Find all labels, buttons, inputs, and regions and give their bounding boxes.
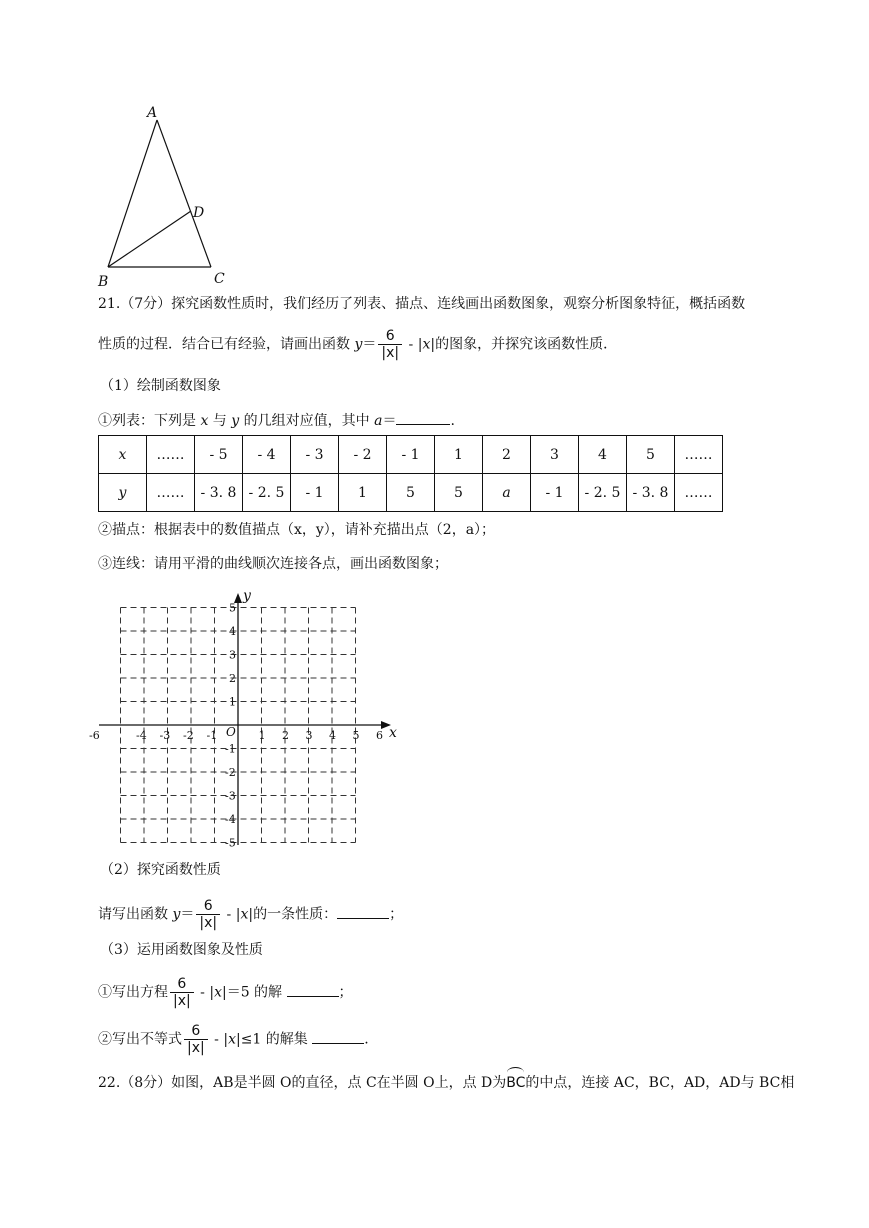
y-tick-label: -5 — [225, 836, 236, 850]
fraction-6-over-abs-x — [184, 1023, 208, 1056]
x-tick-label: 4 — [329, 729, 336, 742]
table-cell: 3 — [531, 436, 579, 474]
y-tick-label: -1 — [225, 742, 236, 756]
var-x: x — [228, 1031, 236, 1048]
minus-abs: - | — [209, 1031, 229, 1048]
var-y: y — [172, 906, 181, 923]
table-cell: …… — [675, 436, 723, 474]
eq-end: ； — [338, 984, 353, 1001]
answer-blank-inequality[interactable] — [312, 1029, 364, 1044]
table-cell: 1 — [435, 436, 483, 474]
ineq-pre: ②写出不等式 — [98, 1031, 182, 1048]
var-x: x — [422, 336, 431, 353]
list-mid2: 的几组对应值，其中 — [239, 413, 375, 429]
y-tick-label: -3 — [225, 789, 236, 803]
table-cell: - 1 — [387, 436, 435, 474]
table-cell: …… — [147, 474, 195, 512]
table-cell: - 4 — [243, 436, 291, 474]
equals: ＝ — [382, 413, 397, 429]
vertex-c-label: C — [214, 271, 225, 287]
q21-line1: 21.（7分）探究函数性质时，我们经历了列表、描点、连线画出函数图象，观察分析图象特征，概括函数 — [98, 296, 746, 312]
table-cell: …… — [675, 474, 723, 512]
q22-post: 的中点，连接 AC，BC，AD，AD与 BC相 — [525, 1075, 795, 1091]
frac-den: |x| — [184, 1039, 208, 1056]
table-cell: …… — [147, 436, 195, 474]
ineq-post: ≤1 的解集 — [240, 1031, 308, 1048]
list-mid1: 与 — [208, 413, 232, 429]
y-tick-label: 3 — [229, 648, 236, 662]
x-tick-label: -2 — [183, 729, 194, 742]
var-x: x — [214, 984, 222, 1001]
table-cell: 5 — [627, 436, 675, 474]
origin-label: O — [226, 725, 236, 739]
y-tick-label: 4 — [229, 625, 236, 638]
inequality-prompt — [98, 1023, 369, 1056]
prop-end: ； — [389, 906, 404, 923]
x-tick-label: -6 — [89, 729, 100, 742]
frac-num: 6 — [385, 328, 395, 344]
q21-line2-pre: 性质的过程．结合已有经验，请画出函数 — [98, 336, 355, 353]
minus-abs: - | — [195, 984, 215, 1001]
table-row-x — [99, 436, 723, 474]
table-cell: y — [99, 474, 147, 512]
coordinate-grid[interactable] — [89, 585, 405, 850]
var-y: y — [354, 336, 363, 353]
frac-den: |x| — [196, 914, 220, 931]
table-cell: - 2. 5 — [243, 474, 291, 512]
x-tick-label: 1 — [258, 729, 266, 742]
equals: ＝ — [180, 906, 195, 923]
table-cell: 2 — [483, 436, 531, 474]
y-tick-label: 5 — [229, 601, 236, 615]
frac-den: |x| — [378, 344, 402, 361]
frac-num: 6 — [177, 976, 187, 992]
minus-abs: - | — [404, 336, 423, 353]
frac-num: 6 — [203, 898, 213, 914]
q21-line2 — [98, 328, 617, 361]
frac-num: 6 — [191, 1023, 201, 1039]
table-cell: - 2 — [339, 436, 387, 474]
prop-post: 的一条性质： — [253, 906, 338, 923]
vertex-d-label: D — [193, 205, 205, 221]
table-cell: a — [483, 474, 531, 512]
table-cell: 5 — [387, 474, 435, 512]
plot-instruction: ②描点：根据表中的数值描点（x，y），请补充描出点（2，a）； — [98, 522, 496, 538]
fraction-6-over-abs-x — [196, 898, 220, 931]
property-prompt — [98, 898, 403, 931]
x-tick-label: -1 — [206, 729, 218, 742]
table-cell: x — [99, 436, 147, 474]
y-tick-label: 2 — [229, 672, 236, 685]
equation-prompt — [98, 976, 353, 1009]
vertex-a-label: A — [147, 105, 158, 121]
var-a: a — [374, 413, 383, 429]
equals: ＝ — [362, 336, 377, 353]
q22-line1 — [98, 1073, 794, 1093]
table-cell: - 2. 5 — [579, 474, 627, 512]
ineq-end: . — [364, 1031, 369, 1048]
table-cell: - 3. 8 — [627, 474, 675, 512]
y-tick-label: -4 — [225, 813, 236, 826]
x-tick-label: 6 — [376, 729, 383, 742]
q22-pre: 22.（8分）如图，AB是半圆 O的直径，点 C在半圆 O上，点 D为 — [98, 1075, 507, 1091]
table-cell: - 3. 8 — [195, 474, 243, 512]
eq-post: ＝5 的解 — [226, 984, 283, 1001]
y-tick-label: -2 — [225, 766, 236, 779]
y-tick-label: 1 — [229, 695, 236, 709]
abs-close: | — [248, 906, 254, 923]
x-tick-label: 5 — [352, 729, 360, 742]
abs-close: | — [430, 336, 436, 353]
table-cell: - 1 — [291, 474, 339, 512]
answer-blank-a[interactable] — [396, 410, 450, 425]
table-cell: - 3 — [291, 436, 339, 474]
fraction-6-over-abs-x — [170, 976, 194, 1009]
list-instruction — [98, 410, 455, 431]
table-row-y — [99, 474, 723, 512]
table-cell: 1 — [339, 474, 387, 512]
abs-close: | — [221, 984, 227, 1001]
abs-close: | — [235, 1031, 241, 1048]
vertex-b-label: B — [98, 274, 109, 290]
part2-heading: （2）探究函数性质 — [100, 862, 221, 878]
list-pre: ①列表：下列是 — [98, 413, 201, 429]
arc-bc: BC — [506, 1075, 526, 1091]
var-y: y — [231, 413, 240, 429]
frac-den: |x| — [170, 992, 194, 1009]
table-cell: - 1 — [531, 474, 579, 512]
values-table — [98, 435, 723, 512]
answer-blank-property[interactable] — [337, 904, 389, 919]
list-post: . — [450, 413, 455, 429]
answer-blank-equation[interactable] — [287, 982, 339, 997]
x-axis-label: x — [389, 725, 397, 741]
table-cell: - 5 — [195, 436, 243, 474]
table-cell: 5 — [435, 474, 483, 512]
prop-pre: 请写出函数 — [98, 906, 173, 923]
eq-pre: ①写出方程 — [98, 984, 168, 1001]
part3-heading: （3）运用函数图象及性质 — [100, 942, 263, 958]
x-tick-label: -4 — [136, 729, 147, 742]
minus-abs: - | — [222, 906, 241, 923]
connect-instruction: ③连线：请用平滑的曲线顺次连接各点，画出函数图象； — [98, 556, 448, 572]
var-x: x — [200, 413, 209, 429]
x-tick-label: -3 — [159, 729, 171, 742]
y-axis-label: y — [243, 588, 251, 604]
part1-heading: （1）绘制函数图象 — [100, 378, 221, 394]
x-tick-label: 3 — [305, 729, 313, 742]
x-tick-label: 2 — [282, 729, 289, 742]
var-x: x — [240, 906, 249, 923]
q21-line2-post: 的图象，并探究该函数性质． — [435, 336, 618, 353]
triangle-figure — [90, 100, 240, 295]
table-cell: 4 — [579, 436, 627, 474]
fraction-6-over-abs-x — [378, 328, 402, 361]
